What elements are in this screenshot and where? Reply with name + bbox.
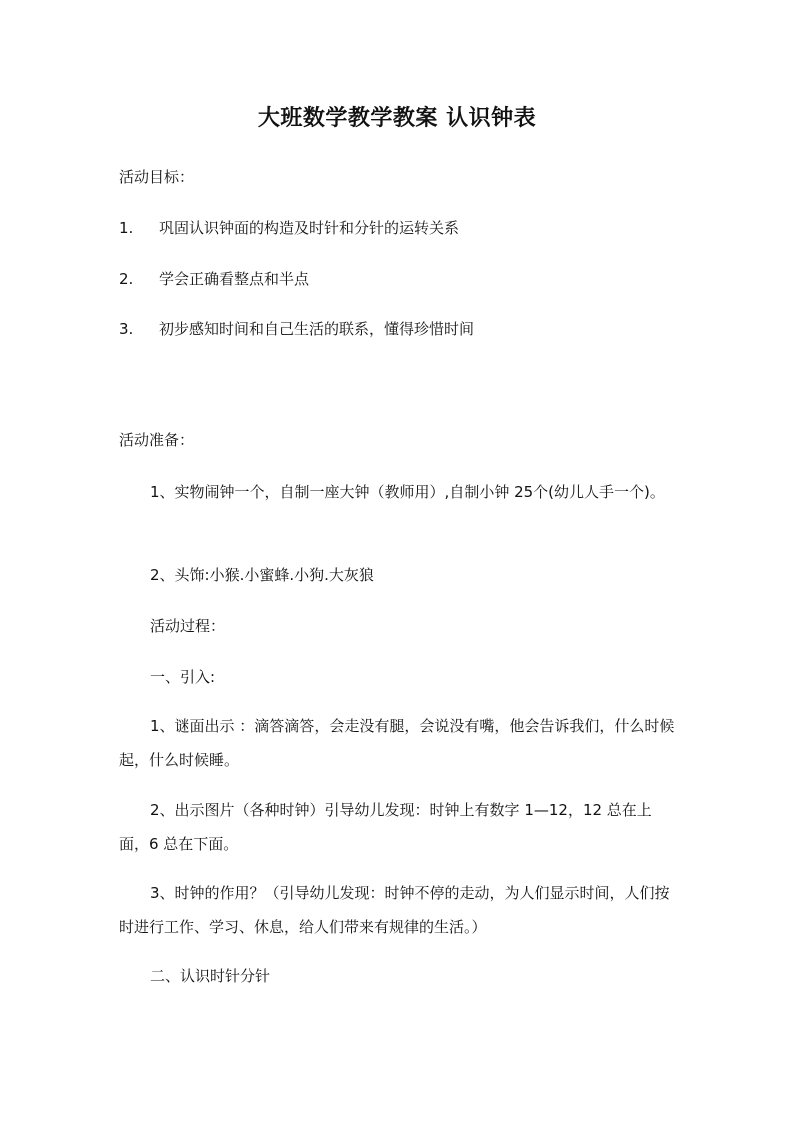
process-heading: 活动过程： — [150, 617, 226, 635]
goal-number: 3. — [119, 320, 134, 338]
prep-label: 活动准备： — [119, 431, 195, 449]
paragraph-clock-purpose: 3、时钟的作用？（引导幼儿发现：时钟不停的走动，为人们显示时间，人们按时进行工作、学习、休息，给人们带来有规律的生活。） — [119, 884, 670, 936]
goal-text: 学会正确看整点和半点 — [159, 270, 310, 288]
goal-number: 2. — [119, 270, 134, 288]
document-title: 大班数学教学教案 认识钟表 — [257, 105, 537, 131]
goals-label: 活动目标： — [119, 168, 195, 186]
section-intro-heading: 一、引入: — [150, 668, 216, 686]
goal-text: 初步感知时间和自己生活的联系，懂得珍惜时间 — [159, 320, 475, 338]
paragraph-prep-1: 1、实物闹钟一个，自制一座大钟（教师用）,自制小钟 25个(幼儿人手一个)。 — [150, 483, 665, 501]
goal-number: 1. — [119, 219, 134, 237]
goal-text: 巩固认识钟面的构造及时针和分针的运转关系 — [159, 219, 460, 237]
section-hands-heading: 二、认识时针分针 — [150, 967, 271, 985]
goal-item-1 — [119, 217, 459, 239]
paragraph-riddle: 1、谜面出示 ：滴答滴答，会走没有腿，会说没有嘴，他会告诉我们，什么时候起，什么时候睡。 — [119, 717, 675, 769]
paragraph-prep-2: 2、头饰:小猴.小蜜蜂.小狗.大灰狼 — [150, 566, 374, 584]
paragraph-pictures: 2、出示图片（各种时钟）引导幼儿发现：时钟上有数字 1—12，12 总在上面，6 总在下面。 — [119, 801, 652, 853]
goal-item-3 — [119, 318, 474, 340]
goal-item-2 — [119, 268, 309, 290]
